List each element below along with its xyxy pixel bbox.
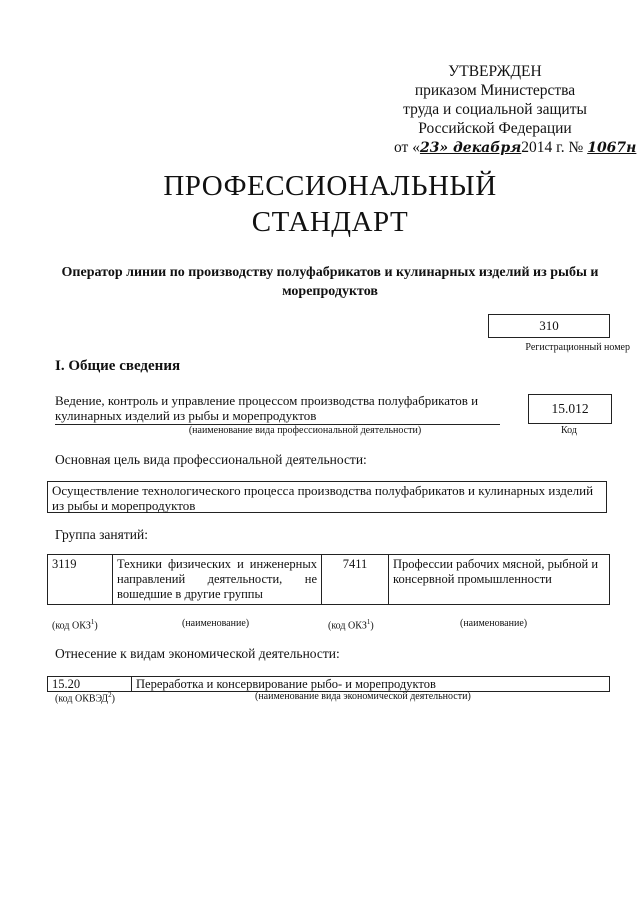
standard-name: Оператор линии по производству полуфабрикатов и кулинарных изделий из рыбы и морепродуктов — [61, 265, 599, 299]
okved-name-caption: (наименование вида экономической деятельности) — [255, 691, 471, 702]
title-line-1: ПРОФЕССИОНАЛЬНЫЙ — [163, 170, 497, 202]
okz-name-caption-2: (наименование) — [460, 618, 528, 629]
handwritten-order-number: 1067н — [587, 140, 637, 156]
okved-code: 15.20 — [48, 677, 132, 692]
okved-code-caption: (код ОКВЭД$^2$) — [55, 691, 115, 705]
economic-activity-label: Отнесение к видам экономической деятельности: — [55, 646, 340, 661]
okz-name-2: Профессии рабочих мясной, рыбной и консервной промышленности — [389, 555, 610, 605]
table-row — [48, 555, 610, 605]
approval-line-1: УТВЕРЖДЕН — [448, 63, 542, 80]
date-year: 2014 г. № — [521, 139, 584, 156]
goal-label: Основная цель вида профессиональной деятельности: — [55, 452, 367, 467]
activity-code-box: 15.012 — [528, 394, 612, 424]
handwritten-date: 23» декабря — [419, 140, 522, 156]
occupation-table — [47, 554, 610, 605]
approval-block — [380, 62, 637, 158]
activity-name: Ведение, контроль и управление процессом производства полуфабрикатов и кулинарных изделий из рыбы и морепродуктов — [55, 393, 500, 425]
registration-number-box: 310 — [488, 314, 610, 338]
approval-line-2: приказом Министерства — [414, 82, 576, 99]
approval-line-3: труда и социальной защиты — [403, 101, 587, 118]
okz-name-1: Техники физических и инженерных направлений деятельности, не вошедшие в другие группы — [113, 555, 322, 605]
okz-name-caption-1: (наименование) — [182, 618, 250, 629]
table-row — [48, 677, 610, 692]
okved-table — [47, 676, 610, 692]
occupation-group-label: Группа занятий: — [55, 527, 148, 542]
section-heading: I. Общие сведения — [55, 358, 181, 374]
okz-code-caption-2: (код ОКЗ$^1$) — [328, 618, 374, 632]
document-title — [100, 168, 560, 240]
goal-text-box: Осуществление технологического процесса производства полуфабрикатов и кулинарных изделий из рыбы и морепродуктов — [47, 481, 607, 513]
date-prefix: от « — [394, 139, 420, 156]
okved-name: Переработка и консервирование рыбо- и морепродуктов — [132, 677, 610, 692]
okz-code-1: 3119 — [48, 555, 113, 605]
approval-line-4: Российской Федерации — [418, 120, 572, 137]
activity-code-caption: Код — [561, 425, 577, 436]
okz-code-caption-1: (код ОКЗ$^1$) — [52, 618, 98, 632]
title-line-2: СТАНДАРТ — [251, 206, 409, 238]
okz-code-2: 7411 — [322, 555, 389, 605]
activity-caption: (наименование вида профессиональной деятельности) — [188, 425, 422, 436]
registration-number-label: Регистрационный номер — [525, 342, 630, 353]
approval-date-line — [380, 138, 637, 158]
